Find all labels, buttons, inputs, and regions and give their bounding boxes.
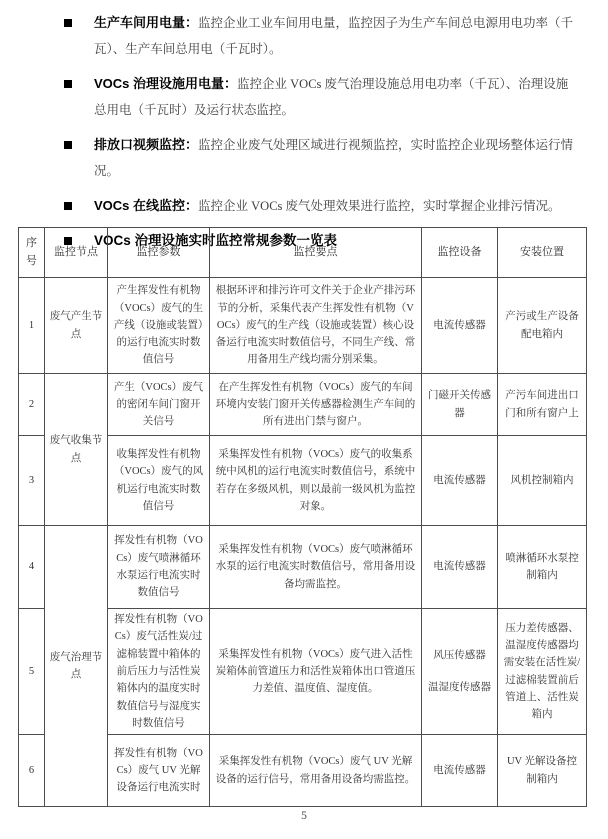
cell-point: 在产生挥发性有机物（VOCs）废气的车间环境内安装门窗开关传感器检测生产车间的所有进出门禁与窗户。	[210, 374, 422, 436]
bullet-text: 监控企业废气处理区域进行视频监控，实时监控企业现场整体运行情况。	[94, 138, 574, 178]
bullet-text: 监控企业 VOCs 废气治理设施总用电功率（千瓦）、治理设施总用电（千瓦时）及运行状态监控。	[94, 77, 569, 117]
cell-location: 压力差传感器、温湿度传感器均需安装在活性炭/过滤棉装置前后管道上、活性炭箱内	[498, 609, 587, 735]
cell-param: 挥发性有机物（VOCs）废气 UV 光解设备运行电流实时	[108, 735, 210, 807]
bullet-item-vocs-facility-power	[64, 71, 576, 123]
table-header-row	[19, 228, 587, 278]
table-row	[19, 278, 587, 374]
square-bullet-icon	[64, 202, 72, 210]
header-cell-device: 监控设备	[422, 228, 498, 278]
cell-device: 电流传感器	[422, 278, 498, 374]
cell-param: 挥发性有机物（VOCs）废气喷淋循环水泵运行电流实时数值信号	[108, 526, 210, 609]
cell-param: 挥发性有机物（VOCs）废气活性炭/过滤棉装置中箱体的前后压力与活性炭箱体内的温度实时数值信号与湿度实时数值信号	[108, 609, 210, 735]
cell-device: 电流传感器	[422, 436, 498, 526]
header-cell-node: 监控节点	[45, 228, 108, 278]
cell-device	[422, 609, 498, 735]
cell-point: 采集挥发性有机物（VOCs）废气进入活性炭箱体前管道压力和活性炭箱体出口管道压力差值、温度值、湿度值。	[210, 609, 422, 735]
cell-device: 电流传感器	[422, 526, 498, 609]
cell-node-collect-group: 废气收集节点	[45, 374, 108, 526]
square-bullet-icon	[64, 19, 72, 27]
bullet-list	[0, 0, 608, 254]
square-bullet-icon	[64, 80, 72, 88]
cell-location: UV 光解设备控制箱内	[498, 735, 587, 807]
bullet-label: 排放口视频监控：	[94, 137, 199, 152]
cell-location: 喷淋循环水泵控制箱内	[498, 526, 587, 609]
header-cell-param: 监控参数	[108, 228, 210, 278]
cell-index: 6	[19, 735, 45, 807]
cell-location: 风机控制箱内	[498, 436, 587, 526]
cell-index: 2	[19, 374, 45, 436]
bullet-text: 监控企业工业车间用电量，监控因子为生产车间总电源用电功率（千瓦）、生产车间总用电（千瓦时）。	[94, 16, 574, 56]
cell-index: 1	[19, 278, 45, 374]
cell-location: 产污或生产设备配电箱内	[498, 278, 587, 374]
cell-index: 3	[19, 436, 45, 526]
cell-param: 收集挥发性有机物（VOCs）废气的风机运行电流实时数值信号	[108, 436, 210, 526]
device-line-2: 温湿度传感器	[428, 681, 491, 693]
cell-point: 采集挥发性有机物（VOCs）废气喷淋循环水泵的运行电流实时数值信号，常用备用设备均需监控。	[210, 526, 422, 609]
bullet-text: 监控企业 VOCs 废气处理效果进行监控，实时掌握企业排污情况。	[198, 199, 561, 213]
header-cell-point: 监控要点	[210, 228, 422, 278]
square-bullet-icon	[64, 141, 72, 149]
cell-param: 产生（VOCs）废气的密闭车间门窗开关信号	[108, 374, 210, 436]
bullet-item-production-power	[64, 10, 576, 62]
cell-index: 5	[19, 609, 45, 735]
cell-point: 采集挥发性有机物（VOCs）废气 UV 光解设备的运行信号，常用备用设备均需监控。	[210, 735, 422, 807]
cell-param: 产生挥发性有机物（VOCs）废气的生产线（设施或装置）的运行电流实时数值信号	[108, 278, 210, 374]
cell-point: 根据环评和排污许可文件关于企业产排污环节的分析，采集代表产生挥发性有机物（VOCs）废气的生产线（设施或装置）核心设备运行电流实时数值信号，不同生产线、常用备用生产线均需分别采集。	[210, 278, 422, 374]
cell-node: 废气产生节点	[45, 278, 108, 374]
monitoring-params-table	[18, 227, 587, 807]
cell-node-treat-group: 废气治理节点	[45, 526, 108, 807]
table-row	[19, 374, 587, 436]
bullet-item-outlet-video	[64, 132, 576, 184]
bullet-label: 生产车间用电量：	[94, 15, 199, 30]
bullet-label: VOCs 治理设施用电量：	[94, 76, 238, 91]
device-line-1: 风压传感器	[433, 650, 486, 662]
table-row	[19, 526, 587, 609]
cell-point: 采集挥发性有机物（VOCs）废气的收集系统中风机的运行电流实时数值信号，系统中若存在多级风机，则以最前一级风机为监控对象。	[210, 436, 422, 526]
cell-device: 电流传感器	[422, 735, 498, 807]
cell-location: 产污车间进出口门和所有窗户上	[498, 374, 587, 436]
bullet-label: VOCs 在线监控：	[94, 198, 199, 213]
cell-device: 门磁开关传感器	[422, 374, 498, 436]
table-title-label: VOCs 治理设施实时监控常规参数一览表	[94, 233, 338, 248]
cell-index: 4	[19, 526, 45, 609]
page-number: 5	[301, 810, 307, 822]
header-cell-index: 序号	[19, 228, 45, 278]
bullet-item-vocs-online	[64, 193, 576, 219]
header-cell-location: 安装位置	[498, 228, 587, 278]
